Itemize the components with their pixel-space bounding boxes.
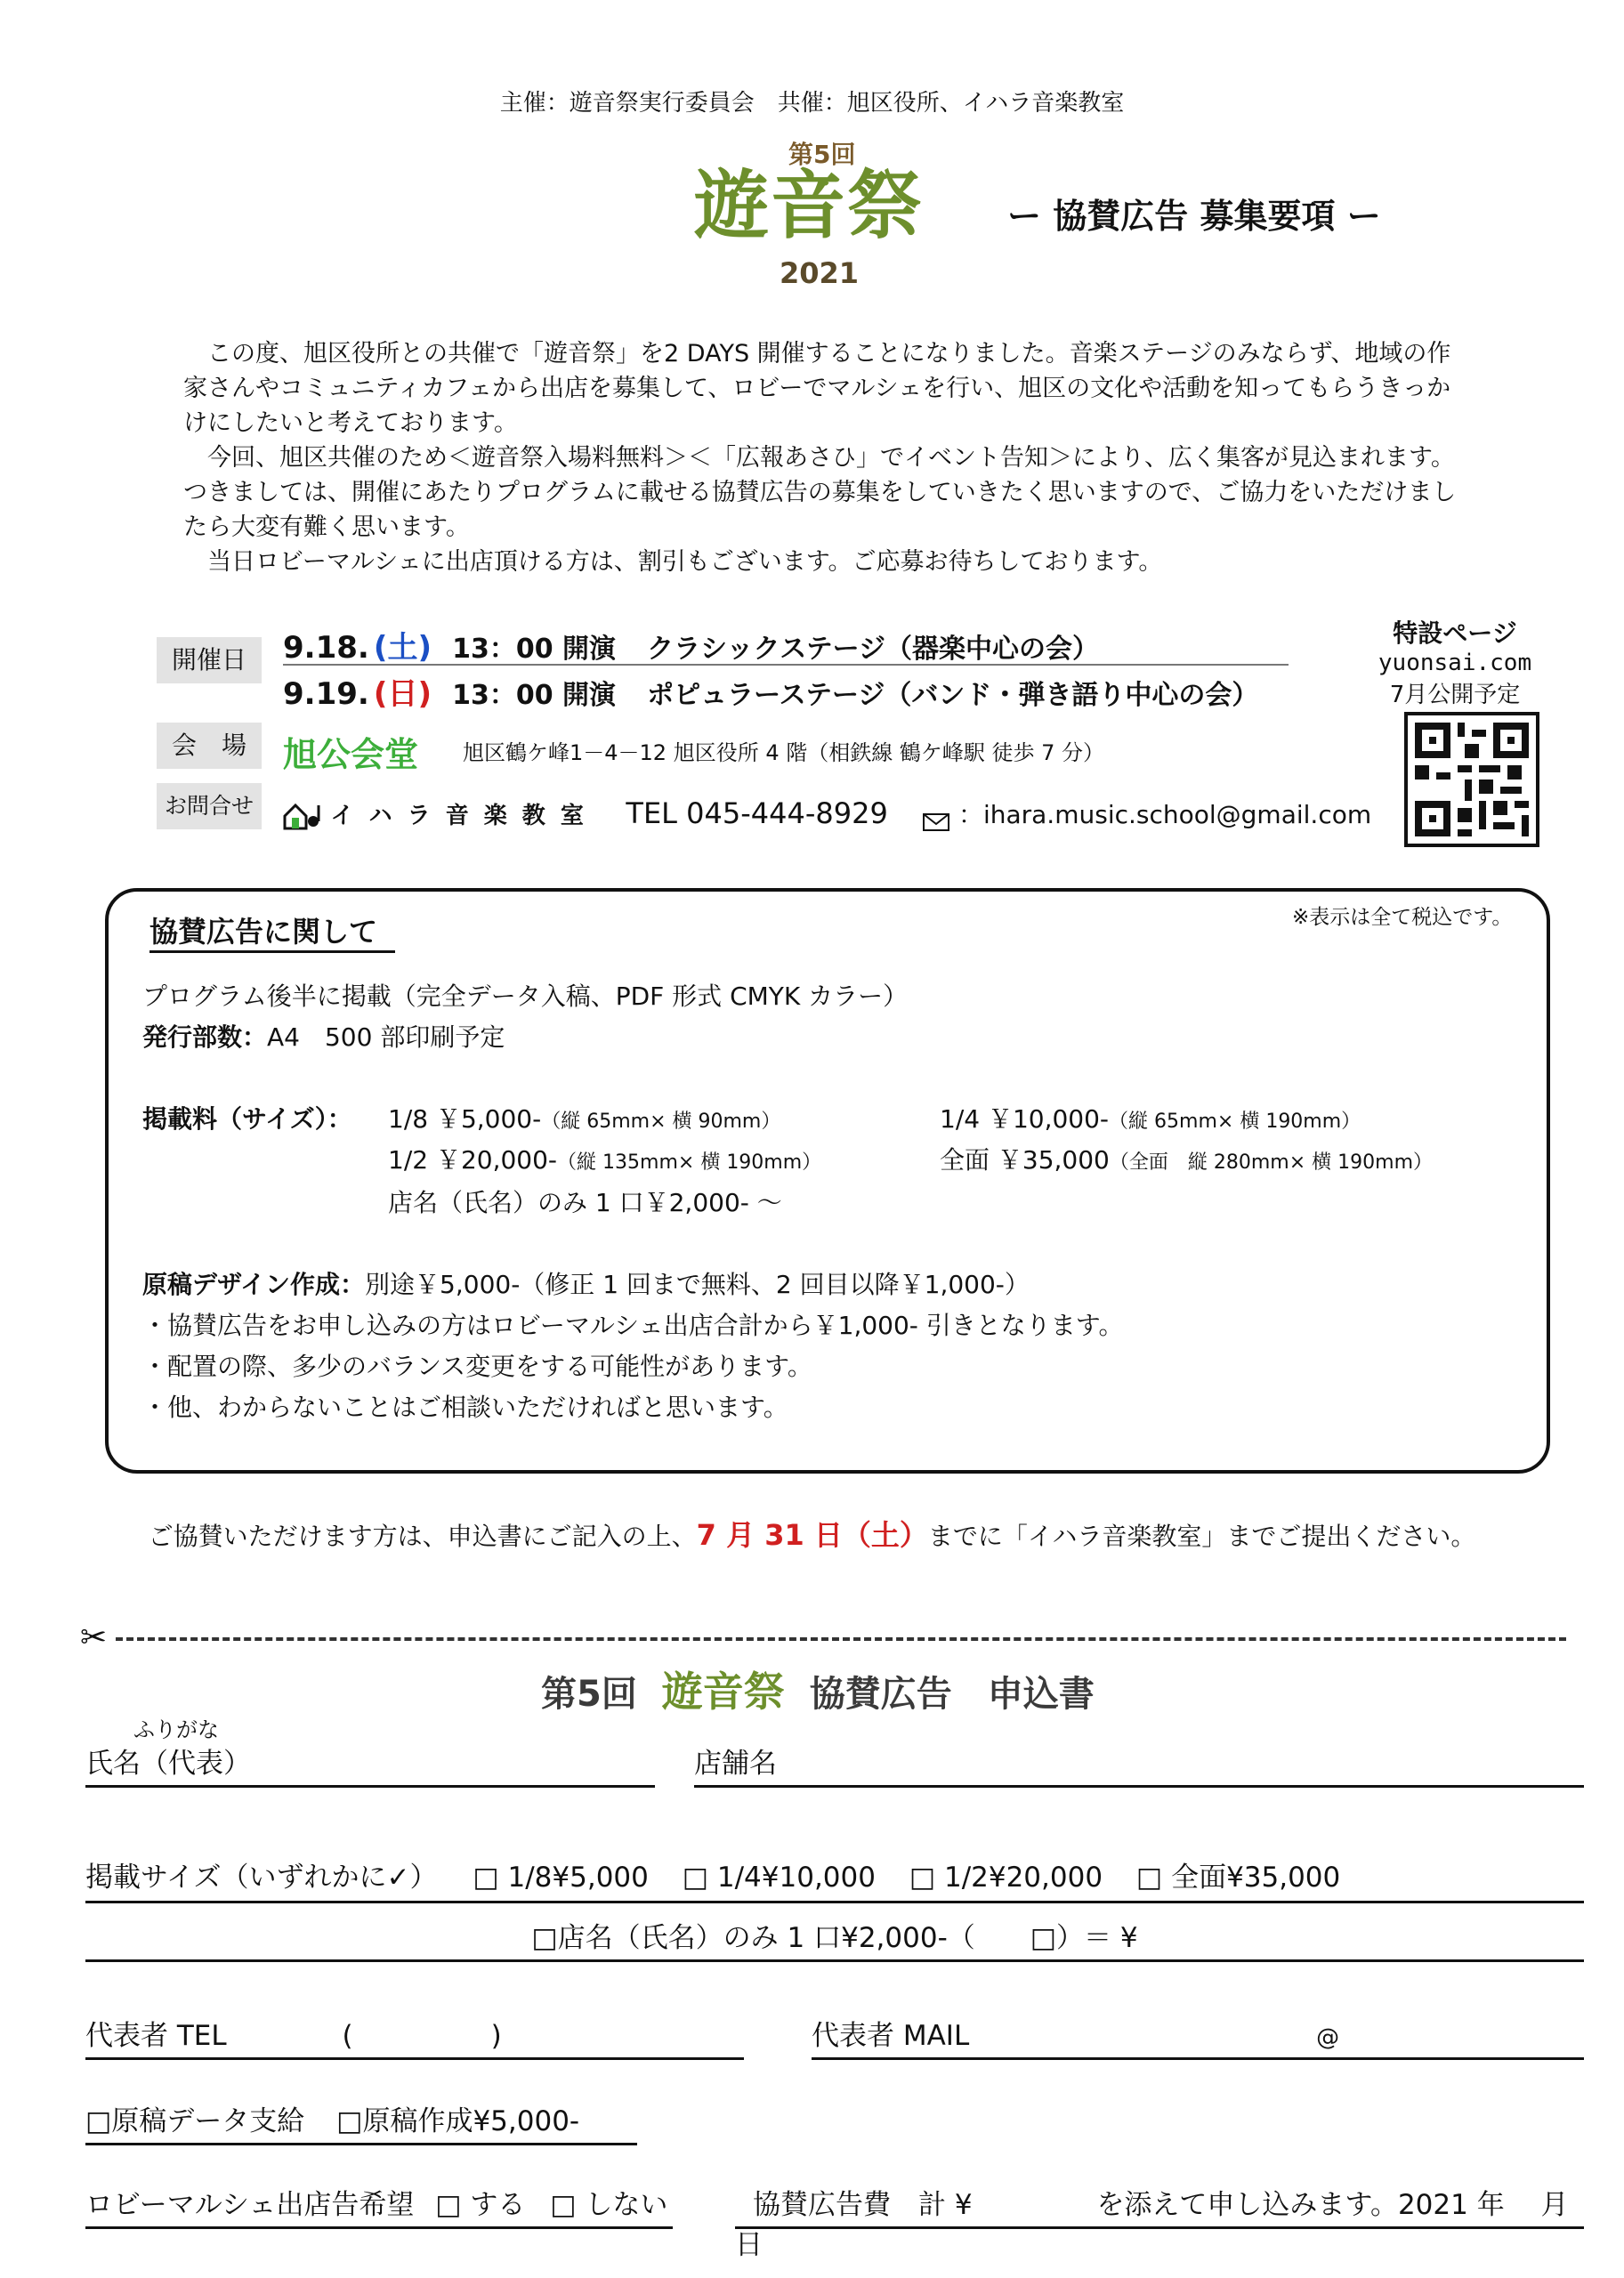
day2-dow: (日)	[373, 676, 432, 712]
manuscript-supply-checkbox[interactable]: □原稿データ支給	[85, 2105, 305, 2137]
page-heading: ー 協賛広告 募集要項 ー	[1007, 197, 1381, 236]
size-row	[85, 1854, 1584, 1903]
venue-label: 会 場	[157, 723, 262, 769]
day1-row	[283, 623, 1289, 666]
mail-field[interactable]	[812, 2013, 1584, 2060]
fee-1-4-dim: （縦 65mm× 横 190mm）	[1109, 1111, 1361, 1133]
fee-1-8-dim: （縦 65mm× 横 90mm）	[541, 1111, 781, 1133]
name-only-option[interactable]: □店名（氏名）のみ 1 口¥2,000-（ □）＝ ¥	[531, 1922, 1138, 1954]
fee-1-4	[940, 1100, 1361, 1135]
music-school-logo-icon	[283, 802, 322, 830]
design-value: 別途￥5,000-（修正 1 回まで無料、2 回目以降￥1,000-）	[365, 1270, 1030, 1299]
copies-value: A4 500 部印刷予定	[267, 1022, 505, 1052]
fee-1-4-price: 1/4 ￥10,000-	[940, 1104, 1110, 1134]
lobby-label: ロビーマルシェ出店告希望	[85, 2189, 415, 2221]
logo-year: 2021	[780, 256, 860, 290]
contact-label: お問合せ	[157, 783, 262, 829]
form-title-logo: 遊音祭	[661, 1668, 785, 1716]
fee-1-2-dim: （縦 135mm× 横 190mm）	[557, 1151, 822, 1174]
bullet-1: ・協賛広告をお申し込みの方はロビーマルシェ出店合計から￥1,000- 引きとなります。	[142, 1311, 1124, 1340]
size-label: 掲載サイズ（いずれかに✓）	[85, 1862, 438, 1894]
deadline-date: 7 月 31 日（土）	[696, 1518, 928, 1552]
sponsor-info-box	[105, 888, 1550, 1474]
bullet-3: ・他、わからないことはご相談いただければと思います。	[142, 1393, 788, 1422]
fee-1-2-price: 1/2 ￥20,000-	[388, 1145, 558, 1175]
day1-date: 9.18.	[283, 630, 369, 666]
day1-time: 13：00 開演	[452, 634, 617, 665]
logo-ordinal: 第5回	[788, 140, 856, 169]
mail-label: 代表者 MAIL	[812, 2020, 970, 2052]
name-only-fee: 店名（氏名）のみ 1 口￥2,000- 〜	[388, 1188, 782, 1217]
mail-icon	[923, 807, 949, 825]
name-label: 氏名（代表）	[85, 1748, 251, 1780]
day2-time: 13：00 開演	[452, 680, 617, 711]
contact-org: イ ハ ラ 音 楽 教 室	[330, 803, 587, 829]
size-option-1-4[interactable]: □ 1/4¥10,000	[682, 1862, 876, 1894]
qr-code-icon	[1404, 712, 1539, 847]
organizer-line: 主催：遊音祭実行委員会 共催：旭区役所、イハラ音楽教室	[499, 90, 1125, 117]
fee-1-8-price: 1/8 ￥5,000-	[388, 1104, 542, 1134]
tel-label: 代表者 TEL	[85, 2020, 227, 2052]
ad-info-line1: プログラム後半に掲載（完全データ入稿、PDF 形式 CMYK カラー）	[142, 981, 909, 1011]
fee-full	[940, 1141, 1433, 1176]
day2-row	[283, 669, 1258, 713]
apply-text: を添えて申し込みます。2021 年 月 日	[735, 2189, 1624, 2261]
fee-full-price: 全面 ￥35,000	[940, 1145, 1110, 1175]
cut-line	[116, 1637, 1566, 1641]
design-row	[142, 1265, 1030, 1301]
fee-full-dim: （全面 縦 280mm× 横 190mm）	[1109, 1151, 1433, 1174]
bullet-2: ・配置の際、多少のバランス変更をする可能性があります。	[142, 1352, 812, 1381]
form-title-suffix: 協賛広告 申込書	[809, 1674, 1095, 1715]
tel-field[interactable]	[85, 2013, 744, 2060]
manuscript-create-checkbox[interactable]: □原稿作成¥5,000-	[336, 2105, 580, 2137]
special-page	[1366, 614, 1544, 709]
size-option-full[interactable]: □ 全面¥35,000	[1135, 1862, 1341, 1894]
design-label: 原稿デザイン作成：	[142, 1270, 366, 1299]
fee-total-label: 協賛広告費 計 ¥	[753, 2189, 973, 2221]
mail-at: @	[1316, 2024, 1340, 2051]
form-title-prefix: 第5回	[541, 1674, 637, 1715]
intro-paragraph-2: 今回、旭区共催のため＜遊音祭入場料無料＞＜「広報あさひ」でイベント告知＞により、広く集客が見込まれます。つきましては、開催にあたりプログラムに載せる協賛広告の募集をしていきたく思いますので、ご協力をいただけましたら大変有難く思います。	[183, 444, 1457, 541]
deadline-after: までに「イハラ音楽教室」までご提出ください。	[927, 1522, 1476, 1551]
scissors-icon: ✂	[80, 1620, 108, 1656]
day2-date: 9.19.	[283, 676, 369, 712]
furigana-label: ふりがな	[133, 1717, 219, 1742]
name-only-row	[85, 1915, 1584, 1962]
contact-tel: TEL 045-444-8929	[626, 796, 888, 830]
form-title	[541, 1660, 1095, 1718]
lobby-yes-checkbox[interactable]: □ する	[435, 2189, 526, 2221]
copies-row	[142, 1018, 505, 1054]
ad-info-title: 協賛広告に関して	[149, 909, 395, 953]
fee-1-8	[388, 1100, 780, 1135]
tax-note: ※表示は全て税込です。	[1292, 906, 1513, 929]
fee-total-row	[735, 2182, 1624, 2261]
size-option-1-8[interactable]: □ 1/8¥5,000	[473, 1862, 649, 1894]
date-label: 開催日	[157, 637, 262, 683]
special-page-url[interactable]: yuonsai.com	[1378, 650, 1532, 676]
lobby-no-checkbox[interactable]: □ しない	[550, 2189, 668, 2221]
deadline-line	[0, 1513, 1624, 1554]
contact-row	[283, 796, 1371, 831]
size-option-1-2[interactable]: □ 1/2¥20,000	[909, 1862, 1103, 1894]
shop-label: 店舗名	[694, 1748, 777, 1780]
fee-label: 掲載料（サイズ）：	[142, 1104, 352, 1134]
day2-stage: ポピュラーステージ（バンド・弾き語り中心の会）	[647, 680, 1259, 711]
name-field[interactable]	[85, 1741, 655, 1788]
lobby-row	[85, 2182, 673, 2229]
deadline-before: ご協賛いただけます方は、申込書にご記入の上、	[148, 1522, 697, 1551]
fee-1-2	[388, 1141, 821, 1176]
copies-label: 発行部数：	[142, 1022, 268, 1052]
contact-mail: ：ihara.music.school@gmail.com	[957, 800, 1372, 829]
tel-paren: ( )	[342, 2020, 502, 2052]
day1-stage: クラシックステージ（器楽中心の会）	[647, 634, 1100, 665]
intro-text	[183, 336, 1474, 579]
venue-name: 旭公会堂	[283, 735, 419, 774]
special-page-note: 7月公開予定	[1389, 682, 1521, 708]
shop-field[interactable]	[694, 1741, 1584, 1788]
manuscript-row	[85, 2098, 637, 2145]
intro-paragraph-3: 当日ロビーマルシェに出店頂ける方は、割引もございます。ご応募お待ちしております。	[183, 548, 1163, 576]
day1-dow: (土)	[373, 630, 432, 666]
intro-paragraph-1: この度、旭区役所との共催で「遊音祭」を2 DAYS 開催することになりました。音楽ステージのみならず、地域の作家さんやコミュニティカフェから出店を募集して、ロビーでマルシェを行い、旭区の文化や活動を知ってもらうきっかけにしたいと考えております。	[183, 340, 1451, 437]
venue-address: 旭区鶴ケ峰1－4－12 旭区役所 4 階（相鉄線 鶴ケ峰駅 徒歩 7 分）	[463, 740, 1105, 765]
festival-logo: 遊音祭	[694, 162, 925, 249]
special-page-title: 特設ページ	[1393, 618, 1517, 648]
